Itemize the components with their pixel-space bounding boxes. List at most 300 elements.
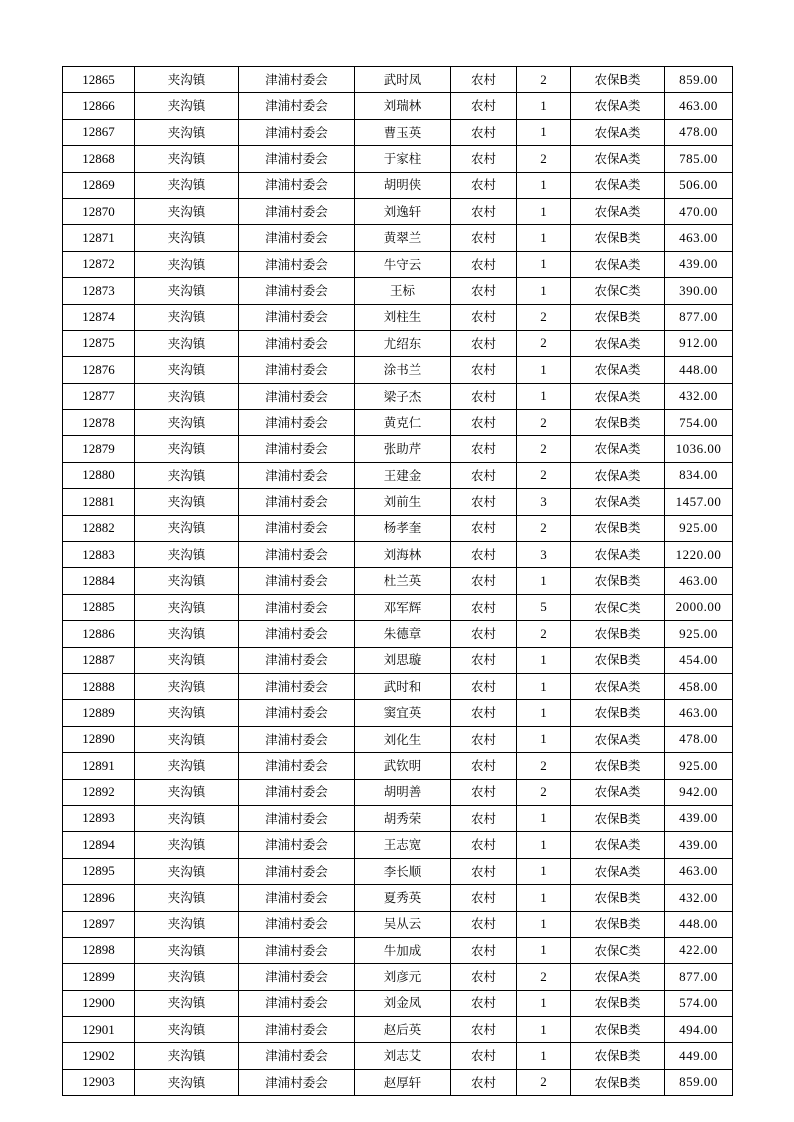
cell-count: 2 (517, 304, 571, 330)
cell-type: 农村 (451, 1069, 517, 1095)
cell-amount: 1457.00 (665, 489, 733, 515)
cell-type: 农村 (451, 700, 517, 726)
cell-type: 农村 (451, 990, 517, 1016)
table-row (63, 964, 733, 990)
table-row (63, 383, 733, 409)
cell-village: 津浦村委会 (239, 383, 355, 409)
cell-id: 12892 (63, 779, 135, 805)
cell-town: 夹沟镇 (135, 726, 239, 752)
table-row (63, 436, 733, 462)
cell-village: 津浦村委会 (239, 410, 355, 436)
cell-type: 农村 (451, 832, 517, 858)
table-row (63, 304, 733, 330)
cell-type: 农村 (451, 357, 517, 383)
cell-village: 津浦村委会 (239, 805, 355, 831)
cell-count: 1 (517, 357, 571, 383)
cell-amount: 439.00 (665, 805, 733, 831)
cell-count: 2 (517, 779, 571, 805)
cell-amount: 432.00 (665, 885, 733, 911)
table-row (63, 937, 733, 963)
cell-type: 农村 (451, 621, 517, 647)
cell-type: 农村 (451, 647, 517, 673)
cell-category: 农保B类 (571, 568, 665, 594)
cell-village: 津浦村委会 (239, 647, 355, 673)
cell-town: 夹沟镇 (135, 93, 239, 119)
cell-category: 农保B类 (571, 1017, 665, 1043)
cell-name: 王标 (355, 278, 451, 304)
cell-town: 夹沟镇 (135, 304, 239, 330)
cell-amount: 463.00 (665, 858, 733, 884)
cell-town: 夹沟镇 (135, 1017, 239, 1043)
cell-town: 夹沟镇 (135, 700, 239, 726)
cell-village: 津浦村委会 (239, 911, 355, 937)
cell-type: 农村 (451, 278, 517, 304)
cell-count: 1 (517, 1043, 571, 1069)
cell-id: 12868 (63, 146, 135, 172)
cell-name: 刘瑞林 (355, 93, 451, 119)
cell-town: 夹沟镇 (135, 673, 239, 699)
cell-amount: 574.00 (665, 990, 733, 1016)
cell-name: 黄翠兰 (355, 225, 451, 251)
cell-category: 农保A类 (571, 489, 665, 515)
cell-town: 夹沟镇 (135, 542, 239, 568)
cell-count: 1 (517, 805, 571, 831)
cell-town: 夹沟镇 (135, 621, 239, 647)
cell-name: 窦宜英 (355, 700, 451, 726)
cell-id: 12872 (63, 251, 135, 277)
cell-amount: 494.00 (665, 1017, 733, 1043)
cell-amount: 859.00 (665, 1069, 733, 1095)
cell-amount: 942.00 (665, 779, 733, 805)
table-row (63, 278, 733, 304)
cell-amount: 432.00 (665, 383, 733, 409)
table-row (63, 542, 733, 568)
cell-id: 12891 (63, 753, 135, 779)
table-row (63, 489, 733, 515)
cell-id: 12902 (63, 1043, 135, 1069)
cell-count: 1 (517, 673, 571, 699)
cell-type: 农村 (451, 673, 517, 699)
table-row (63, 647, 733, 673)
cell-type: 农村 (451, 594, 517, 620)
cell-town: 夹沟镇 (135, 647, 239, 673)
cell-village: 津浦村委会 (239, 621, 355, 647)
cell-amount: 422.00 (665, 937, 733, 963)
cell-village: 津浦村委会 (239, 832, 355, 858)
cell-town: 夹沟镇 (135, 278, 239, 304)
cell-village: 津浦村委会 (239, 937, 355, 963)
cell-count: 1 (517, 93, 571, 119)
cell-town: 夹沟镇 (135, 383, 239, 409)
cell-amount: 925.00 (665, 753, 733, 779)
cell-count: 1 (517, 383, 571, 409)
table-row (63, 832, 733, 858)
cell-village: 津浦村委会 (239, 225, 355, 251)
cell-village: 津浦村委会 (239, 779, 355, 805)
cell-village: 津浦村委会 (239, 436, 355, 462)
cell-count: 2 (517, 410, 571, 436)
cell-town: 夹沟镇 (135, 885, 239, 911)
cell-count: 3 (517, 489, 571, 515)
cell-count: 2 (517, 462, 571, 488)
cell-type: 农村 (451, 172, 517, 198)
cell-type: 农村 (451, 858, 517, 884)
cell-town: 夹沟镇 (135, 251, 239, 277)
cell-type: 农村 (451, 515, 517, 541)
cell-id: 12903 (63, 1069, 135, 1095)
cell-id: 12865 (63, 67, 135, 93)
cell-id: 12897 (63, 911, 135, 937)
cell-amount: 1220.00 (665, 542, 733, 568)
cell-name: 尤绍东 (355, 330, 451, 356)
cell-count: 2 (517, 964, 571, 990)
cell-id: 12873 (63, 278, 135, 304)
cell-count: 2 (517, 146, 571, 172)
table-row (63, 779, 733, 805)
cell-type: 农村 (451, 1017, 517, 1043)
cell-village: 津浦村委会 (239, 726, 355, 752)
cell-amount: 877.00 (665, 964, 733, 990)
cell-count: 1 (517, 911, 571, 937)
cell-count: 2 (517, 515, 571, 541)
cell-category: 农保B类 (571, 225, 665, 251)
cell-type: 农村 (451, 805, 517, 831)
cell-id: 12894 (63, 832, 135, 858)
cell-type: 农村 (451, 436, 517, 462)
cell-village: 津浦村委会 (239, 93, 355, 119)
cell-village: 津浦村委会 (239, 753, 355, 779)
cell-count: 1 (517, 832, 571, 858)
cell-village: 津浦村委会 (239, 990, 355, 1016)
cell-id: 12898 (63, 937, 135, 963)
cell-count: 2 (517, 621, 571, 647)
cell-type: 农村 (451, 542, 517, 568)
cell-category: 农保A类 (571, 119, 665, 145)
cell-category: 农保B类 (571, 885, 665, 911)
cell-id: 12886 (63, 621, 135, 647)
cell-village: 津浦村委会 (239, 304, 355, 330)
cell-id: 12885 (63, 594, 135, 620)
cell-village: 津浦村委会 (239, 198, 355, 224)
table-row (63, 330, 733, 356)
cell-village: 津浦村委会 (239, 1017, 355, 1043)
cell-category: 农保A类 (571, 198, 665, 224)
cell-village: 津浦村委会 (239, 673, 355, 699)
cell-category: 农保C类 (571, 937, 665, 963)
cell-category: 农保A类 (571, 436, 665, 462)
cell-type: 农村 (451, 251, 517, 277)
cell-category: 农保B类 (571, 515, 665, 541)
cell-name: 武时凤 (355, 67, 451, 93)
table-row (63, 990, 733, 1016)
cell-town: 夹沟镇 (135, 172, 239, 198)
cell-category: 农保C类 (571, 278, 665, 304)
cell-name: 刘彦元 (355, 964, 451, 990)
cell-village: 津浦村委会 (239, 594, 355, 620)
cell-name: 武钦明 (355, 753, 451, 779)
cell-amount: 448.00 (665, 911, 733, 937)
cell-name: 吴从云 (355, 911, 451, 937)
cell-amount: 506.00 (665, 172, 733, 198)
cell-amount: 754.00 (665, 410, 733, 436)
cell-name: 刘逸轩 (355, 198, 451, 224)
cell-amount: 470.00 (665, 198, 733, 224)
cell-town: 夹沟镇 (135, 1043, 239, 1069)
cell-count: 1 (517, 885, 571, 911)
cell-name: 夏秀英 (355, 885, 451, 911)
cell-id: 12869 (63, 172, 135, 198)
cell-category: 农保B类 (571, 805, 665, 831)
cell-town: 夹沟镇 (135, 832, 239, 858)
cell-category: 农保A类 (571, 832, 665, 858)
cell-amount: 478.00 (665, 726, 733, 752)
cell-amount: 877.00 (665, 304, 733, 330)
cell-id: 12889 (63, 700, 135, 726)
cell-type: 农村 (451, 964, 517, 990)
cell-count: 1 (517, 172, 571, 198)
cell-amount: 463.00 (665, 568, 733, 594)
cell-id: 12890 (63, 726, 135, 752)
cell-town: 夹沟镇 (135, 330, 239, 356)
cell-town: 夹沟镇 (135, 357, 239, 383)
table-row (63, 225, 733, 251)
cell-name: 曹玉英 (355, 119, 451, 145)
cell-id: 12895 (63, 858, 135, 884)
cell-category: 农保A类 (571, 251, 665, 277)
table-row (63, 1017, 733, 1043)
cell-town: 夹沟镇 (135, 964, 239, 990)
table-body (63, 67, 733, 1096)
cell-village: 津浦村委会 (239, 462, 355, 488)
table-row (63, 172, 733, 198)
cell-count: 5 (517, 594, 571, 620)
cell-name: 武时和 (355, 673, 451, 699)
cell-count: 2 (517, 436, 571, 462)
table-row (63, 700, 733, 726)
cell-amount: 458.00 (665, 673, 733, 699)
cell-id: 12888 (63, 673, 135, 699)
cell-village: 津浦村委会 (239, 568, 355, 594)
cell-count: 1 (517, 700, 571, 726)
cell-count: 1 (517, 726, 571, 752)
cell-id: 12900 (63, 990, 135, 1016)
cell-town: 夹沟镇 (135, 594, 239, 620)
cell-name: 赵后英 (355, 1017, 451, 1043)
cell-type: 农村 (451, 225, 517, 251)
cell-type: 农村 (451, 410, 517, 436)
table-row (63, 885, 733, 911)
cell-town: 夹沟镇 (135, 119, 239, 145)
cell-count: 2 (517, 1069, 571, 1095)
cell-village: 津浦村委会 (239, 119, 355, 145)
cell-id: 12896 (63, 885, 135, 911)
cell-category: 农保A类 (571, 146, 665, 172)
cell-id: 12875 (63, 330, 135, 356)
cell-category: 农保A类 (571, 673, 665, 699)
cell-id: 12882 (63, 515, 135, 541)
cell-id: 12881 (63, 489, 135, 515)
cell-village: 津浦村委会 (239, 1069, 355, 1095)
cell-town: 夹沟镇 (135, 858, 239, 884)
cell-town: 夹沟镇 (135, 67, 239, 93)
cell-category: 农保B类 (571, 67, 665, 93)
cell-category: 农保C类 (571, 594, 665, 620)
cell-category: 农保A类 (571, 172, 665, 198)
cell-amount: 859.00 (665, 67, 733, 93)
cell-type: 农村 (451, 911, 517, 937)
cell-name: 胡明侠 (355, 172, 451, 198)
cell-amount: 448.00 (665, 357, 733, 383)
cell-name: 牛加成 (355, 937, 451, 963)
cell-id: 12870 (63, 198, 135, 224)
cell-name: 刘化生 (355, 726, 451, 752)
cell-category: 农保A类 (571, 383, 665, 409)
cell-name: 涂书兰 (355, 357, 451, 383)
cell-town: 夹沟镇 (135, 489, 239, 515)
table-row (63, 119, 733, 145)
cell-town: 夹沟镇 (135, 436, 239, 462)
cell-name: 胡秀荣 (355, 805, 451, 831)
cell-id: 12877 (63, 383, 135, 409)
cell-name: 杨孝奎 (355, 515, 451, 541)
cell-type: 农村 (451, 753, 517, 779)
cell-category: 农保A类 (571, 93, 665, 119)
cell-id: 12867 (63, 119, 135, 145)
cell-name: 朱德章 (355, 621, 451, 647)
cell-name: 邓军辉 (355, 594, 451, 620)
cell-name: 刘金凤 (355, 990, 451, 1016)
cell-name: 刘前生 (355, 489, 451, 515)
cell-category: 农保B类 (571, 621, 665, 647)
table-row (63, 515, 733, 541)
cell-name: 王建金 (355, 462, 451, 488)
cell-category: 农保A类 (571, 726, 665, 752)
cell-amount: 785.00 (665, 146, 733, 172)
cell-id: 12871 (63, 225, 135, 251)
cell-count: 2 (517, 67, 571, 93)
cell-town: 夹沟镇 (135, 779, 239, 805)
beneficiary-table (62, 66, 733, 1096)
cell-village: 津浦村委会 (239, 858, 355, 884)
cell-village: 津浦村委会 (239, 1043, 355, 1069)
cell-village: 津浦村委会 (239, 489, 355, 515)
cell-amount: 439.00 (665, 251, 733, 277)
cell-category: 农保A类 (571, 330, 665, 356)
cell-count: 1 (517, 198, 571, 224)
cell-amount: 925.00 (665, 621, 733, 647)
table-row (63, 726, 733, 752)
cell-amount: 912.00 (665, 330, 733, 356)
table-row (63, 146, 733, 172)
cell-amount: 2000.00 (665, 594, 733, 620)
table-row (63, 911, 733, 937)
cell-amount: 439.00 (665, 832, 733, 858)
cell-category: 农保B类 (571, 304, 665, 330)
cell-village: 津浦村委会 (239, 885, 355, 911)
cell-village: 津浦村委会 (239, 67, 355, 93)
cell-count: 1 (517, 568, 571, 594)
cell-amount: 463.00 (665, 93, 733, 119)
cell-count: 1 (517, 1017, 571, 1043)
cell-name: 刘思璇 (355, 647, 451, 673)
table-row (63, 594, 733, 620)
cell-amount: 390.00 (665, 278, 733, 304)
cell-name: 李长顺 (355, 858, 451, 884)
table-row (63, 753, 733, 779)
table-row (63, 93, 733, 119)
cell-amount: 454.00 (665, 647, 733, 673)
cell-category: 农保B类 (571, 1043, 665, 1069)
table-row (63, 858, 733, 884)
cell-town: 夹沟镇 (135, 1069, 239, 1095)
cell-count: 1 (517, 937, 571, 963)
cell-id: 12887 (63, 647, 135, 673)
cell-village: 津浦村委会 (239, 330, 355, 356)
cell-category: 农保B类 (571, 990, 665, 1016)
table-row (63, 198, 733, 224)
cell-count: 2 (517, 330, 571, 356)
cell-count: 1 (517, 858, 571, 884)
cell-type: 农村 (451, 330, 517, 356)
table-row (63, 1043, 733, 1069)
cell-amount: 834.00 (665, 462, 733, 488)
cell-category: 农保A类 (571, 357, 665, 383)
cell-id: 12866 (63, 93, 135, 119)
cell-amount: 478.00 (665, 119, 733, 145)
table-row (63, 357, 733, 383)
cell-id: 12901 (63, 1017, 135, 1043)
cell-village: 津浦村委会 (239, 964, 355, 990)
cell-id: 12878 (63, 410, 135, 436)
cell-type: 农村 (451, 304, 517, 330)
cell-town: 夹沟镇 (135, 911, 239, 937)
table-row (63, 805, 733, 831)
cell-village: 津浦村委会 (239, 278, 355, 304)
table-row (63, 1069, 733, 1095)
cell-count: 2 (517, 753, 571, 779)
cell-type: 农村 (451, 885, 517, 911)
cell-category: 农保B类 (571, 410, 665, 436)
cell-town: 夹沟镇 (135, 990, 239, 1016)
cell-name: 杜兰英 (355, 568, 451, 594)
cell-id: 12893 (63, 805, 135, 831)
cell-town: 夹沟镇 (135, 225, 239, 251)
cell-type: 农村 (451, 146, 517, 172)
cell-village: 津浦村委会 (239, 357, 355, 383)
cell-type: 农村 (451, 93, 517, 119)
cell-village: 津浦村委会 (239, 172, 355, 198)
table-row (63, 673, 733, 699)
cell-count: 1 (517, 119, 571, 145)
table-row (63, 621, 733, 647)
cell-id: 12899 (63, 964, 135, 990)
cell-type: 农村 (451, 489, 517, 515)
cell-type: 农村 (451, 67, 517, 93)
table-row (63, 67, 733, 93)
cell-type: 农村 (451, 726, 517, 752)
cell-category: 农保B类 (571, 700, 665, 726)
table-row (63, 462, 733, 488)
cell-count: 3 (517, 542, 571, 568)
cell-type: 农村 (451, 1043, 517, 1069)
cell-amount: 1036.00 (665, 436, 733, 462)
cell-type: 农村 (451, 937, 517, 963)
cell-village: 津浦村委会 (239, 515, 355, 541)
table-row (63, 568, 733, 594)
cell-type: 农村 (451, 119, 517, 145)
cell-category: 农保B类 (571, 911, 665, 937)
cell-town: 夹沟镇 (135, 462, 239, 488)
